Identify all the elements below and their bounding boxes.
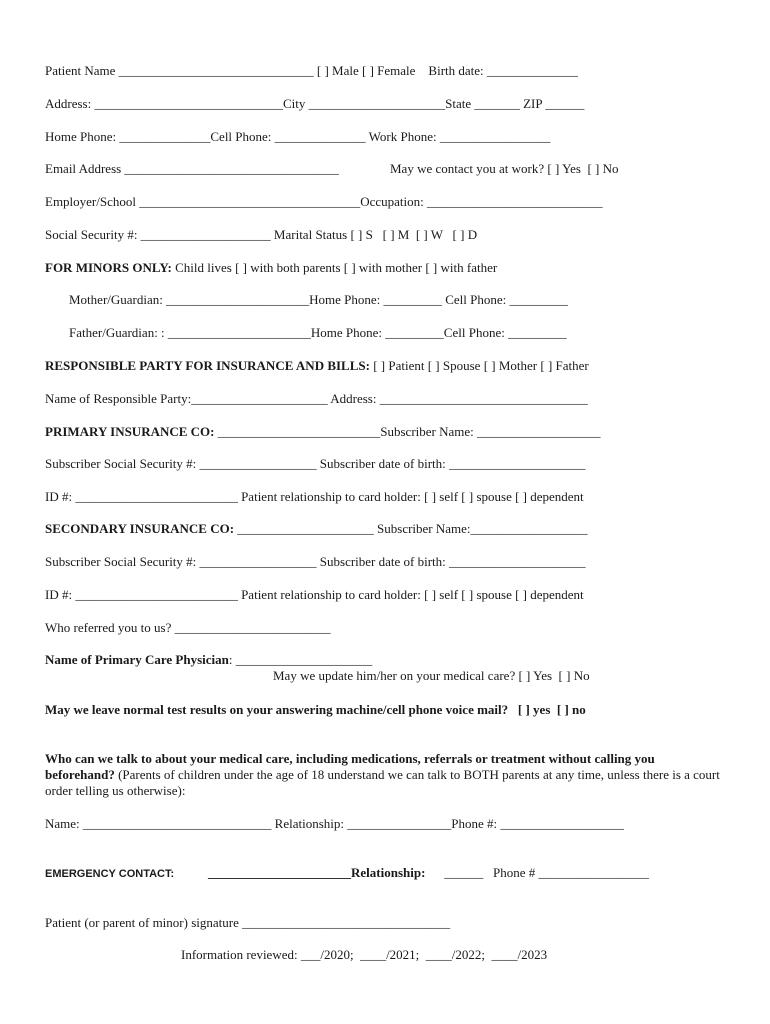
employer-line[interactable]: Employer/School __________________________________Occupation: ___________________________	[45, 194, 603, 209]
emergency-contact-line[interactable]	[45, 865, 174, 882]
secondary-insurance-line[interactable]	[45, 521, 588, 537]
email-line[interactable]: Email Address _________________________________	[45, 161, 339, 176]
primary-insurance-label: PRIMARY INSURANCE CO:	[45, 424, 215, 439]
emergency-contact-name-field[interactable]	[208, 865, 425, 881]
responsible-party-options[interactable]: [ ] Patient [ ] Spouse [ ] Mother [ ] Father	[369, 358, 589, 373]
talk-to-note: (Parents of children under the age of 18 understand we can talk to BOTH parents at any time, unless there is a court order telling us otherwise):	[45, 767, 720, 798]
signature-line[interactable]: Patient (or parent of minor) signature ________________________________	[45, 915, 451, 930]
emergency-contact-label: EMERGENCY CONTACT:	[45, 868, 175, 880]
father-guardian-line[interactable]: Father/Guardian: : ______________________Home Phone: _________Cell Phone: _________	[69, 325, 567, 340]
responsible-party-name-line[interactable]: Name of Responsible Party:_____________________ Address: ________________________________	[45, 391, 588, 406]
referred-by-line[interactable]: Who referred you to us? ________________________	[45, 620, 331, 635]
secondary-insurance-label: SECONDARY INSURANCE CO:	[45, 521, 235, 536]
primary-care-physician-field[interactable]: : _____________________	[228, 652, 373, 667]
contact-at-work-line[interactable]: May we contact you at work? [ ] Yes [ ] No	[390, 161, 619, 176]
talk-to-name-line[interactable]: Name: _____________________________ Relationship: ________________Phone #: ___________________	[45, 816, 624, 831]
responsible-party-line[interactable]	[45, 358, 589, 374]
emergency-relationship-label: Relationship:	[351, 865, 426, 880]
primary-care-physician-line[interactable]	[45, 652, 372, 668]
secondary-subscriber-ssn-line[interactable]: Subscriber Social Security #: __________________ Subscriber date of birth: _____________________	[45, 554, 586, 569]
primary-subscriber-ssn-line[interactable]: Subscriber Social Security #: __________________ Subscriber date of birth: _____________________	[45, 456, 586, 471]
secondary-id-line[interactable]: ID #: _________________________ Patient relationship to card holder: [ ] self [ ] spouse [ ] dependent	[45, 587, 584, 602]
test-results-line[interactable]: May we leave normal test results on your answering machine/cell phone voice mail? [ ] yes [ ] no	[45, 702, 586, 717]
minors-label: FOR MINORS ONLY:	[45, 260, 172, 275]
talk-to-question: Who can we talk to about your medical care, including medications, referrals or treatment without calling you beforehand?	[45, 751, 655, 782]
address-line[interactable]: Address: _____________________________City _____________________State _______ ZIP ______	[45, 96, 585, 111]
primary-insurance-line[interactable]	[45, 424, 601, 440]
talk-to-paragraph	[45, 751, 725, 799]
update-physician-line[interactable]: May we update him/her on your medical care? [ ] Yes [ ] No	[273, 668, 590, 683]
primary-insurance-fields[interactable]: _________________________Subscriber Name: ___________________	[214, 424, 601, 439]
information-reviewed-line[interactable]: Information reviewed: ___/2020; ____/2021; ____/2022; ____/2023	[181, 947, 548, 962]
phone-line[interactable]: Home Phone: ______________Cell Phone: ______________ Work Phone: _________________	[45, 129, 551, 144]
primary-care-physician-label: Name of Primary Care Physician	[45, 652, 229, 667]
minors-options[interactable]: Child lives [ ] with both parents [ ] with mother [ ] with father	[171, 260, 498, 275]
minors-line[interactable]	[45, 260, 497, 276]
primary-id-line[interactable]: ID #: _________________________ Patient relationship to card holder: [ ] self [ ] spouse [ ] dependent	[45, 489, 584, 504]
responsible-party-label: RESPONSIBLE PARTY FOR INSURANCE AND BILLS:	[45, 358, 370, 373]
emergency-phone-field[interactable]: ______ Phone # _________________	[441, 865, 649, 880]
social-security-line[interactable]: Social Security #: ____________________ Marital Status [ ] S [ ] M [ ] W [ ] D	[45, 227, 478, 242]
patient-name-line[interactable]: Patient Name ______________________________ [ ] Male [ ] Female Birth date: ______________	[45, 63, 578, 78]
mother-guardian-line[interactable]: Mother/Guardian: ______________________Home Phone: _________ Cell Phone: _________	[69, 292, 569, 307]
secondary-insurance-fields[interactable]: _____________________ Subscriber Name:__________________	[234, 521, 588, 536]
emergency-contact-blank[interactable]: ______________________	[208, 865, 351, 880]
